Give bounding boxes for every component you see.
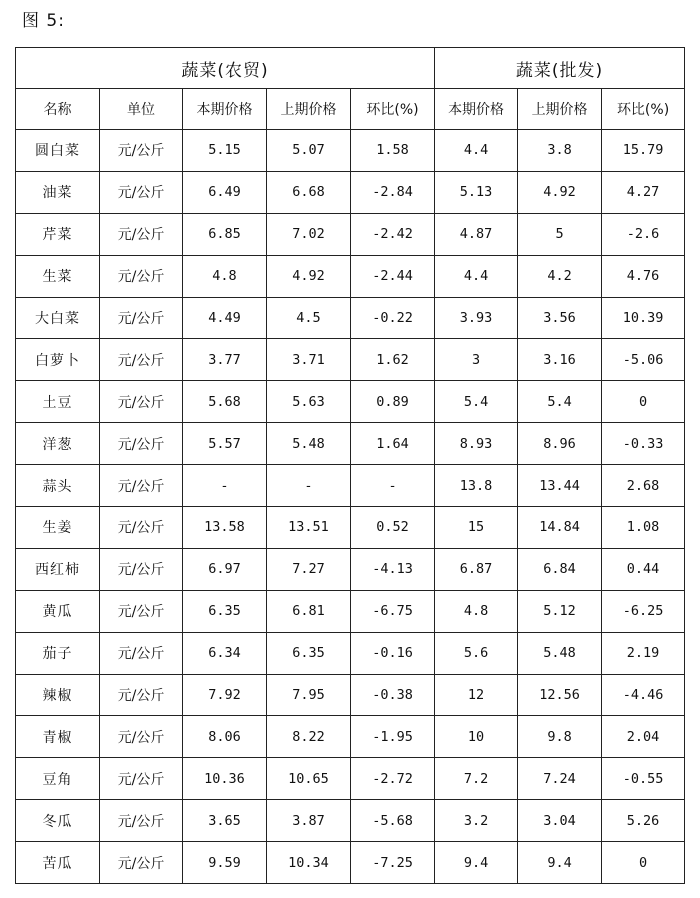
table-row: [16, 297, 685, 339]
value-cell: 4.4: [435, 255, 518, 297]
value-cell: -2.42: [351, 213, 435, 255]
value-cell: 9.4: [518, 842, 602, 884]
value-cell: 5.26: [602, 800, 685, 842]
value-cell: 2.19: [602, 632, 685, 674]
unit-cell: 元/公斤: [100, 800, 183, 842]
value-cell: -0.55: [602, 758, 685, 800]
value-cell: 10.39: [602, 297, 685, 339]
vegetable-name-cell: 生姜: [16, 507, 100, 549]
value-cell: -2.6: [602, 213, 685, 255]
unit-cell: 元/公斤: [100, 171, 183, 213]
value-cell: 8.06: [183, 716, 267, 758]
value-cell: 8.96: [518, 423, 602, 465]
group-header-row: [16, 48, 685, 89]
value-cell: 10: [435, 716, 518, 758]
value-cell: 4.27: [602, 171, 685, 213]
table-row: [16, 130, 685, 172]
value-cell: 4.92: [267, 255, 351, 297]
value-cell: 3.56: [518, 297, 602, 339]
value-cell: 2.68: [602, 465, 685, 507]
unit-cell: 元/公斤: [100, 716, 183, 758]
value-cell: -2.84: [351, 171, 435, 213]
value-cell: 5.13: [435, 171, 518, 213]
unit-cell: 元/公斤: [100, 674, 183, 716]
value-cell: 5: [518, 213, 602, 255]
value-cell: 6.85: [183, 213, 267, 255]
unit-cell: 元/公斤: [100, 213, 183, 255]
value-cell: -2.44: [351, 255, 435, 297]
value-cell: 3: [435, 339, 518, 381]
value-cell: 6.49: [183, 171, 267, 213]
value-cell: 3.8: [518, 130, 602, 172]
value-cell: 6.35: [183, 590, 267, 632]
vegetable-name-cell: 茄子: [16, 632, 100, 674]
value-cell: 7.27: [267, 548, 351, 590]
unit-cell: 元/公斤: [100, 423, 183, 465]
value-cell: 4.8: [435, 590, 518, 632]
value-cell: 2.04: [602, 716, 685, 758]
value-cell: 6.87: [435, 548, 518, 590]
value-cell: 4.5: [267, 297, 351, 339]
table-row: [16, 674, 685, 716]
value-cell: -6.75: [351, 590, 435, 632]
value-cell: 13.51: [267, 507, 351, 549]
value-cell: 5.57: [183, 423, 267, 465]
vegetable-name-cell: 土豆: [16, 381, 100, 423]
value-cell: 5.68: [183, 381, 267, 423]
table-row: [16, 800, 685, 842]
value-cell: 3.65: [183, 800, 267, 842]
group-header-wholesale: 蔬菜(批发): [435, 48, 685, 89]
value-cell: -1.95: [351, 716, 435, 758]
vegetable-name-cell: 冬瓜: [16, 800, 100, 842]
value-cell: -2.72: [351, 758, 435, 800]
value-cell: 1.58: [351, 130, 435, 172]
unit-cell: 元/公斤: [100, 590, 183, 632]
table-row: [16, 507, 685, 549]
table-row: [16, 213, 685, 255]
value-cell: -: [183, 465, 267, 507]
value-cell: 1.08: [602, 507, 685, 549]
value-cell: 5.07: [267, 130, 351, 172]
value-cell: 1.64: [351, 423, 435, 465]
vegetable-name-cell: 西红柿: [16, 548, 100, 590]
table-row: [16, 171, 685, 213]
vegetable-name-cell: 豆角: [16, 758, 100, 800]
value-cell: 12.56: [518, 674, 602, 716]
value-cell: 3.04: [518, 800, 602, 842]
figure-label: 图 5:: [22, 11, 65, 31]
value-cell: 4.49: [183, 297, 267, 339]
value-cell: 4.4: [435, 130, 518, 172]
value-cell: 7.95: [267, 674, 351, 716]
value-cell: 1.62: [351, 339, 435, 381]
value-cell: 5.4: [435, 381, 518, 423]
column-header: 上期价格: [267, 89, 351, 130]
value-cell: 6.84: [518, 548, 602, 590]
table-row: [16, 758, 685, 800]
value-cell: 7.92: [183, 674, 267, 716]
value-cell: 13.8: [435, 465, 518, 507]
value-cell: 8.93: [435, 423, 518, 465]
table-row: [16, 548, 685, 590]
value-cell: 6.68: [267, 171, 351, 213]
value-cell: 0.52: [351, 507, 435, 549]
table-row: [16, 590, 685, 632]
unit-cell: 元/公斤: [100, 465, 183, 507]
vegetable-name-cell: 生菜: [16, 255, 100, 297]
unit-cell: 元/公斤: [100, 758, 183, 800]
value-cell: 3.77: [183, 339, 267, 381]
value-cell: 7.2: [435, 758, 518, 800]
value-cell: 4.2: [518, 255, 602, 297]
value-cell: 0.89: [351, 381, 435, 423]
value-cell: -4.46: [602, 674, 685, 716]
value-cell: 4.76: [602, 255, 685, 297]
table-row: [16, 716, 685, 758]
value-cell: 10.34: [267, 842, 351, 884]
table-row: [16, 423, 685, 465]
value-cell: 7.24: [518, 758, 602, 800]
vegetable-name-cell: 苦瓜: [16, 842, 100, 884]
value-cell: -: [351, 465, 435, 507]
unit-cell: 元/公斤: [100, 381, 183, 423]
value-cell: 5.4: [518, 381, 602, 423]
vegetable-name-cell: 芹菜: [16, 213, 100, 255]
vegetable-name-cell: 圆白菜: [16, 130, 100, 172]
value-cell: 7.02: [267, 213, 351, 255]
value-cell: 6.81: [267, 590, 351, 632]
value-cell: 6.35: [267, 632, 351, 674]
value-cell: -5.68: [351, 800, 435, 842]
value-cell: 15.79: [602, 130, 685, 172]
value-cell: 5.48: [518, 632, 602, 674]
value-cell: 3.16: [518, 339, 602, 381]
table-row: [16, 381, 685, 423]
value-cell: 3.87: [267, 800, 351, 842]
value-cell: -0.33: [602, 423, 685, 465]
table-body: [16, 130, 685, 884]
value-cell: 9.59: [183, 842, 267, 884]
value-cell: -: [267, 465, 351, 507]
column-header-row: [16, 89, 685, 130]
unit-cell: 元/公斤: [100, 842, 183, 884]
value-cell: -5.06: [602, 339, 685, 381]
group-header-retail: 蔬菜(农贸): [16, 48, 435, 89]
column-header: 环比(%): [351, 89, 435, 130]
value-cell: 4.87: [435, 213, 518, 255]
table-row: [16, 632, 685, 674]
value-cell: 6.34: [183, 632, 267, 674]
value-cell: 9.8: [518, 716, 602, 758]
value-cell: 3.2: [435, 800, 518, 842]
unit-cell: 元/公斤: [100, 507, 183, 549]
unit-cell: 元/公斤: [100, 339, 183, 381]
value-cell: -6.25: [602, 590, 685, 632]
vegetable-name-cell: 黄瓜: [16, 590, 100, 632]
value-cell: 15: [435, 507, 518, 549]
vegetable-name-cell: 洋葱: [16, 423, 100, 465]
table-row: [16, 465, 685, 507]
value-cell: 9.4: [435, 842, 518, 884]
value-cell: 5.48: [267, 423, 351, 465]
value-cell: 6.97: [183, 548, 267, 590]
unit-cell: 元/公斤: [100, 255, 183, 297]
value-cell: -0.16: [351, 632, 435, 674]
vegetable-name-cell: 青椒: [16, 716, 100, 758]
vegetable-name-cell: 辣椒: [16, 674, 100, 716]
value-cell: 8.22: [267, 716, 351, 758]
value-cell: 5.12: [518, 590, 602, 632]
table-row: [16, 339, 685, 381]
unit-cell: 元/公斤: [100, 548, 183, 590]
value-cell: -0.22: [351, 297, 435, 339]
value-cell: 0: [602, 381, 685, 423]
unit-cell: 元/公斤: [100, 130, 183, 172]
value-cell: 5.63: [267, 381, 351, 423]
column-header: 本期价格: [183, 89, 267, 130]
value-cell: 10.65: [267, 758, 351, 800]
column-header: 名称: [16, 89, 100, 130]
value-cell: 4.92: [518, 171, 602, 213]
value-cell: 13.58: [183, 507, 267, 549]
table-row: [16, 255, 685, 297]
vegetable-name-cell: 大白菜: [16, 297, 100, 339]
value-cell: -0.38: [351, 674, 435, 716]
value-cell: 3.71: [267, 339, 351, 381]
value-cell: 0: [602, 842, 685, 884]
vegetable-name-cell: 蒜头: [16, 465, 100, 507]
vegetable-name-cell: 白萝卜: [16, 339, 100, 381]
column-header: 上期价格: [518, 89, 602, 130]
value-cell: 12: [435, 674, 518, 716]
value-cell: -4.13: [351, 548, 435, 590]
value-cell: 4.8: [183, 255, 267, 297]
column-header: 环比(%): [602, 89, 685, 130]
column-header: 单位: [100, 89, 183, 130]
price-table: [15, 47, 685, 884]
value-cell: 10.36: [183, 758, 267, 800]
value-cell: 14.84: [518, 507, 602, 549]
value-cell: 3.93: [435, 297, 518, 339]
value-cell: 5.6: [435, 632, 518, 674]
value-cell: -7.25: [351, 842, 435, 884]
vegetable-name-cell: 油菜: [16, 171, 100, 213]
unit-cell: 元/公斤: [100, 297, 183, 339]
value-cell: 5.15: [183, 130, 267, 172]
column-header: 本期价格: [435, 89, 518, 130]
value-cell: 0.44: [602, 548, 685, 590]
table-row: [16, 842, 685, 884]
value-cell: 13.44: [518, 465, 602, 507]
unit-cell: 元/公斤: [100, 632, 183, 674]
